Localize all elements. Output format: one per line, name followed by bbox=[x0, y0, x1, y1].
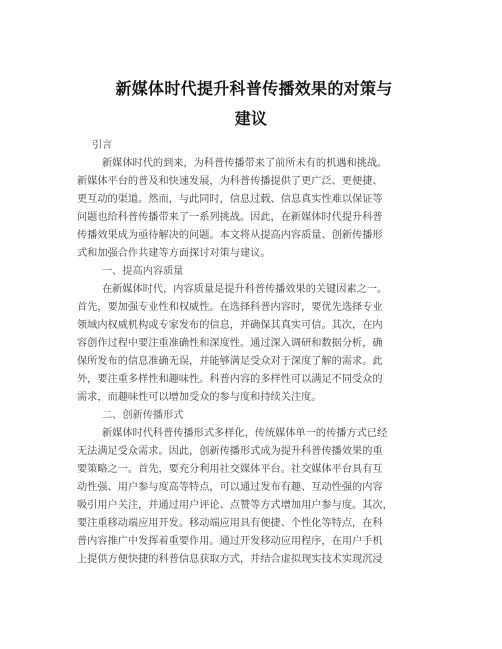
body-line: 保所发布的信息准确无误，并能够满足受众对于深度了解的需求。此 bbox=[77, 356, 383, 367]
body-line: 上提供方便快捷的科普信息获取方式，并结合虚拟现实技术实现沉浸 bbox=[77, 554, 383, 565]
body-line: 外，要注重多样性和趣味性。科普内容的多样性可以满足不同受众的 bbox=[77, 374, 383, 385]
body-line: 动性强、用户参与度高等特点，可以通过发布有趣、互动性强的内容 bbox=[77, 482, 383, 493]
section-heading-2: 二、创新传播形式 bbox=[102, 410, 184, 421]
body-line: 首先，要加强专业性和权威性。在选择科普内容时，要优先选择专业 bbox=[77, 302, 383, 313]
body-line: 要策略之一。首先，要充分利用社交媒体平台。社交媒体平台具有互 bbox=[77, 464, 383, 475]
body-line: 无法满足受众需求。因此，创新传播形式成为提升科普传播效果的重 bbox=[77, 446, 383, 457]
body-line: 新媒体时代科普传播形式多样化，传统媒体单一的传播方式已经 bbox=[102, 428, 388, 439]
body-line: 领域内权威机构或专家发布的信息，并确保其真实可信。其次，在内 bbox=[77, 320, 383, 331]
body-line: 更互动的渠道。然而，与此同时，信息过载、信息真实性难以保证等 bbox=[77, 194, 383, 205]
section-heading-1: 一、提高内容质量 bbox=[102, 266, 184, 277]
body-line: 问题也给科普传播带来了一系列挑战。因此，在新媒体时代提升科普 bbox=[77, 212, 383, 223]
body-line: 新媒体平台的普及和快速发展，为科普传播提供了更广泛、更便捷、 bbox=[77, 176, 383, 187]
body-line: 在新媒体时代，内容质量是提升科普传播效果的关键因素之一。 bbox=[102, 284, 388, 295]
body-line: 容创作过程中要注重准确性和深度性。通过深入调研和数据分析，确 bbox=[77, 338, 383, 349]
intro-heading: 引言 bbox=[92, 140, 113, 151]
body-line: 传播效果成为亟待解决的问题。本文将从提高内容质量、创新传播形 bbox=[77, 230, 383, 241]
body-line: 需求，而趣味性可以增加受众的参与度和持续关注度。 bbox=[77, 392, 322, 403]
body-line: 要注重移动端应用开发。移动端应用具有便捷、个性化等特点，在科 bbox=[77, 518, 383, 529]
body-line: 普内容推广中发挥着重要作用。通过开发移动应用程序，在用户手机 bbox=[77, 536, 383, 547]
body-line: 式和加强合作共建等方面探讨对策与建议。 bbox=[77, 248, 271, 259]
body-line: 新媒体时代的到来，为科普传播带来了前所未有的机遇和挑战。 bbox=[102, 158, 388, 169]
document-title-line-2: 建议 bbox=[234, 109, 268, 128]
document-title-line-1: 新媒体时代提升科普传播效果的对策与 bbox=[115, 79, 393, 98]
body-line: 吸引用户关注，并通过用户评论、点赞等方式增加用户参与度。其次， bbox=[77, 500, 393, 511]
